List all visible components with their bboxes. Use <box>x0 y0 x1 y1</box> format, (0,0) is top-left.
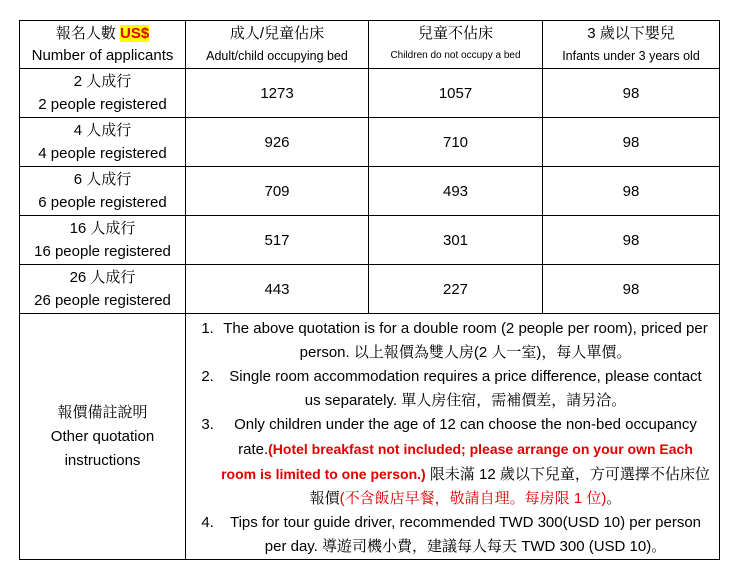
header-row <box>20 21 720 69</box>
row-label-en: 26 people registered <box>34 292 171 309</box>
child-no-bed-price: 301 <box>369 216 543 265</box>
header-child-no-bed-en: Children do not occupy a bed <box>390 49 521 61</box>
header-adult <box>186 21 369 69</box>
child-no-bed-price: 1057 <box>369 69 543 118</box>
child-no-bed-price: 710 <box>369 118 543 167</box>
note-3-warning: (Hotel breakfast not included; please arrange on your own Each room is limited to one person.) <box>221 441 693 482</box>
row-label-zh: 16 人成行 <box>69 220 136 237</box>
infant-price: 98 <box>543 69 720 118</box>
row-label <box>20 69 186 118</box>
header-applicants-zh: 報名人數 <box>55 24 116 42</box>
row-label-en: 4 people registered <box>38 145 167 162</box>
adult-price: 443 <box>186 265 369 314</box>
header-child-no-bed-zh: 兒童不佔床 <box>417 24 493 42</box>
header-adult-zh: 成人/兒童佔床 <box>229 24 325 42</box>
row-label-en: 16 people registered <box>34 243 171 260</box>
note-3-zh: 限未滿 12 歲以下兒童，方可選擇不佔床位報價 <box>309 466 710 507</box>
child-no-bed-price: 227 <box>369 265 543 314</box>
notes-row <box>20 314 720 560</box>
row-label-zh: 2 人成行 <box>73 73 132 90</box>
infant-price: 98 <box>543 265 720 314</box>
notes-label-en-2: instructions <box>64 451 141 469</box>
row-label <box>20 167 186 216</box>
notes-label-en-1: Other quotation <box>50 427 155 445</box>
table-row <box>20 167 720 216</box>
adult-price: 709 <box>186 167 369 216</box>
adult-price: 517 <box>186 216 369 265</box>
row-label-zh: 4 人成行 <box>73 122 132 139</box>
child-no-bed-price: 493 <box>369 167 543 216</box>
infant-price: 98 <box>543 118 720 167</box>
note-3-text: Only children under the age of 12 can choose the non-bed occupancy rate. <box>234 416 697 458</box>
header-infant-zh: 3 歲以下嬰兒 <box>587 24 675 42</box>
header-infant <box>543 21 720 69</box>
notes-list <box>186 317 719 559</box>
currency-badge: US$ <box>120 24 150 42</box>
header-applicants-en: Number of applicants <box>31 46 174 64</box>
note-3-zh-warning: (不含飯店早餐，敬請自理。每房限 1 位) <box>339 490 607 507</box>
table-row <box>20 118 720 167</box>
note-3-end: 。 <box>606 490 622 507</box>
row-label-zh: 26 人成行 <box>69 269 136 286</box>
notes-label <box>20 314 186 560</box>
note-item: 1. The above quotation is for a double room (2 people per room), priced per person. 以上報價為雙人房(2 人一室)，每人單價。 <box>218 317 711 365</box>
infant-price: 98 <box>543 167 720 216</box>
adult-price: 926 <box>186 118 369 167</box>
note-item: 4. Tips for tour guide driver, recommended TWD 300(USD 10) per person per day. 導遊司機小費，建議每人每天 TWD 300 (USD 10)。 <box>218 511 711 559</box>
row-label-zh: 6 人成行 <box>73 171 132 188</box>
header-child-no-bed <box>369 21 543 69</box>
row-label-en: 6 people registered <box>38 194 167 211</box>
header-infant-en: Infants under 3 years old <box>562 48 700 63</box>
adult-price: 1273 <box>186 69 369 118</box>
row-label <box>20 265 186 314</box>
price-table <box>19 20 720 560</box>
header-applicants <box>20 21 186 69</box>
row-label <box>20 118 186 167</box>
row-label-en: 2 people registered <box>38 96 167 113</box>
note-item: 2. Single room accommodation requires a price difference, please contact us separately. 單人房住宿，需補價差，請另洽。 <box>218 365 711 413</box>
notes-content <box>186 314 720 560</box>
note-item <box>218 413 711 511</box>
table-row <box>20 69 720 118</box>
header-adult-en: Adult/child occupying bed <box>206 48 348 63</box>
table-row <box>20 216 720 265</box>
infant-price: 98 <box>543 216 720 265</box>
notes-label-zh: 報價備註說明 <box>57 403 148 421</box>
table-row <box>20 265 720 314</box>
row-label <box>20 216 186 265</box>
